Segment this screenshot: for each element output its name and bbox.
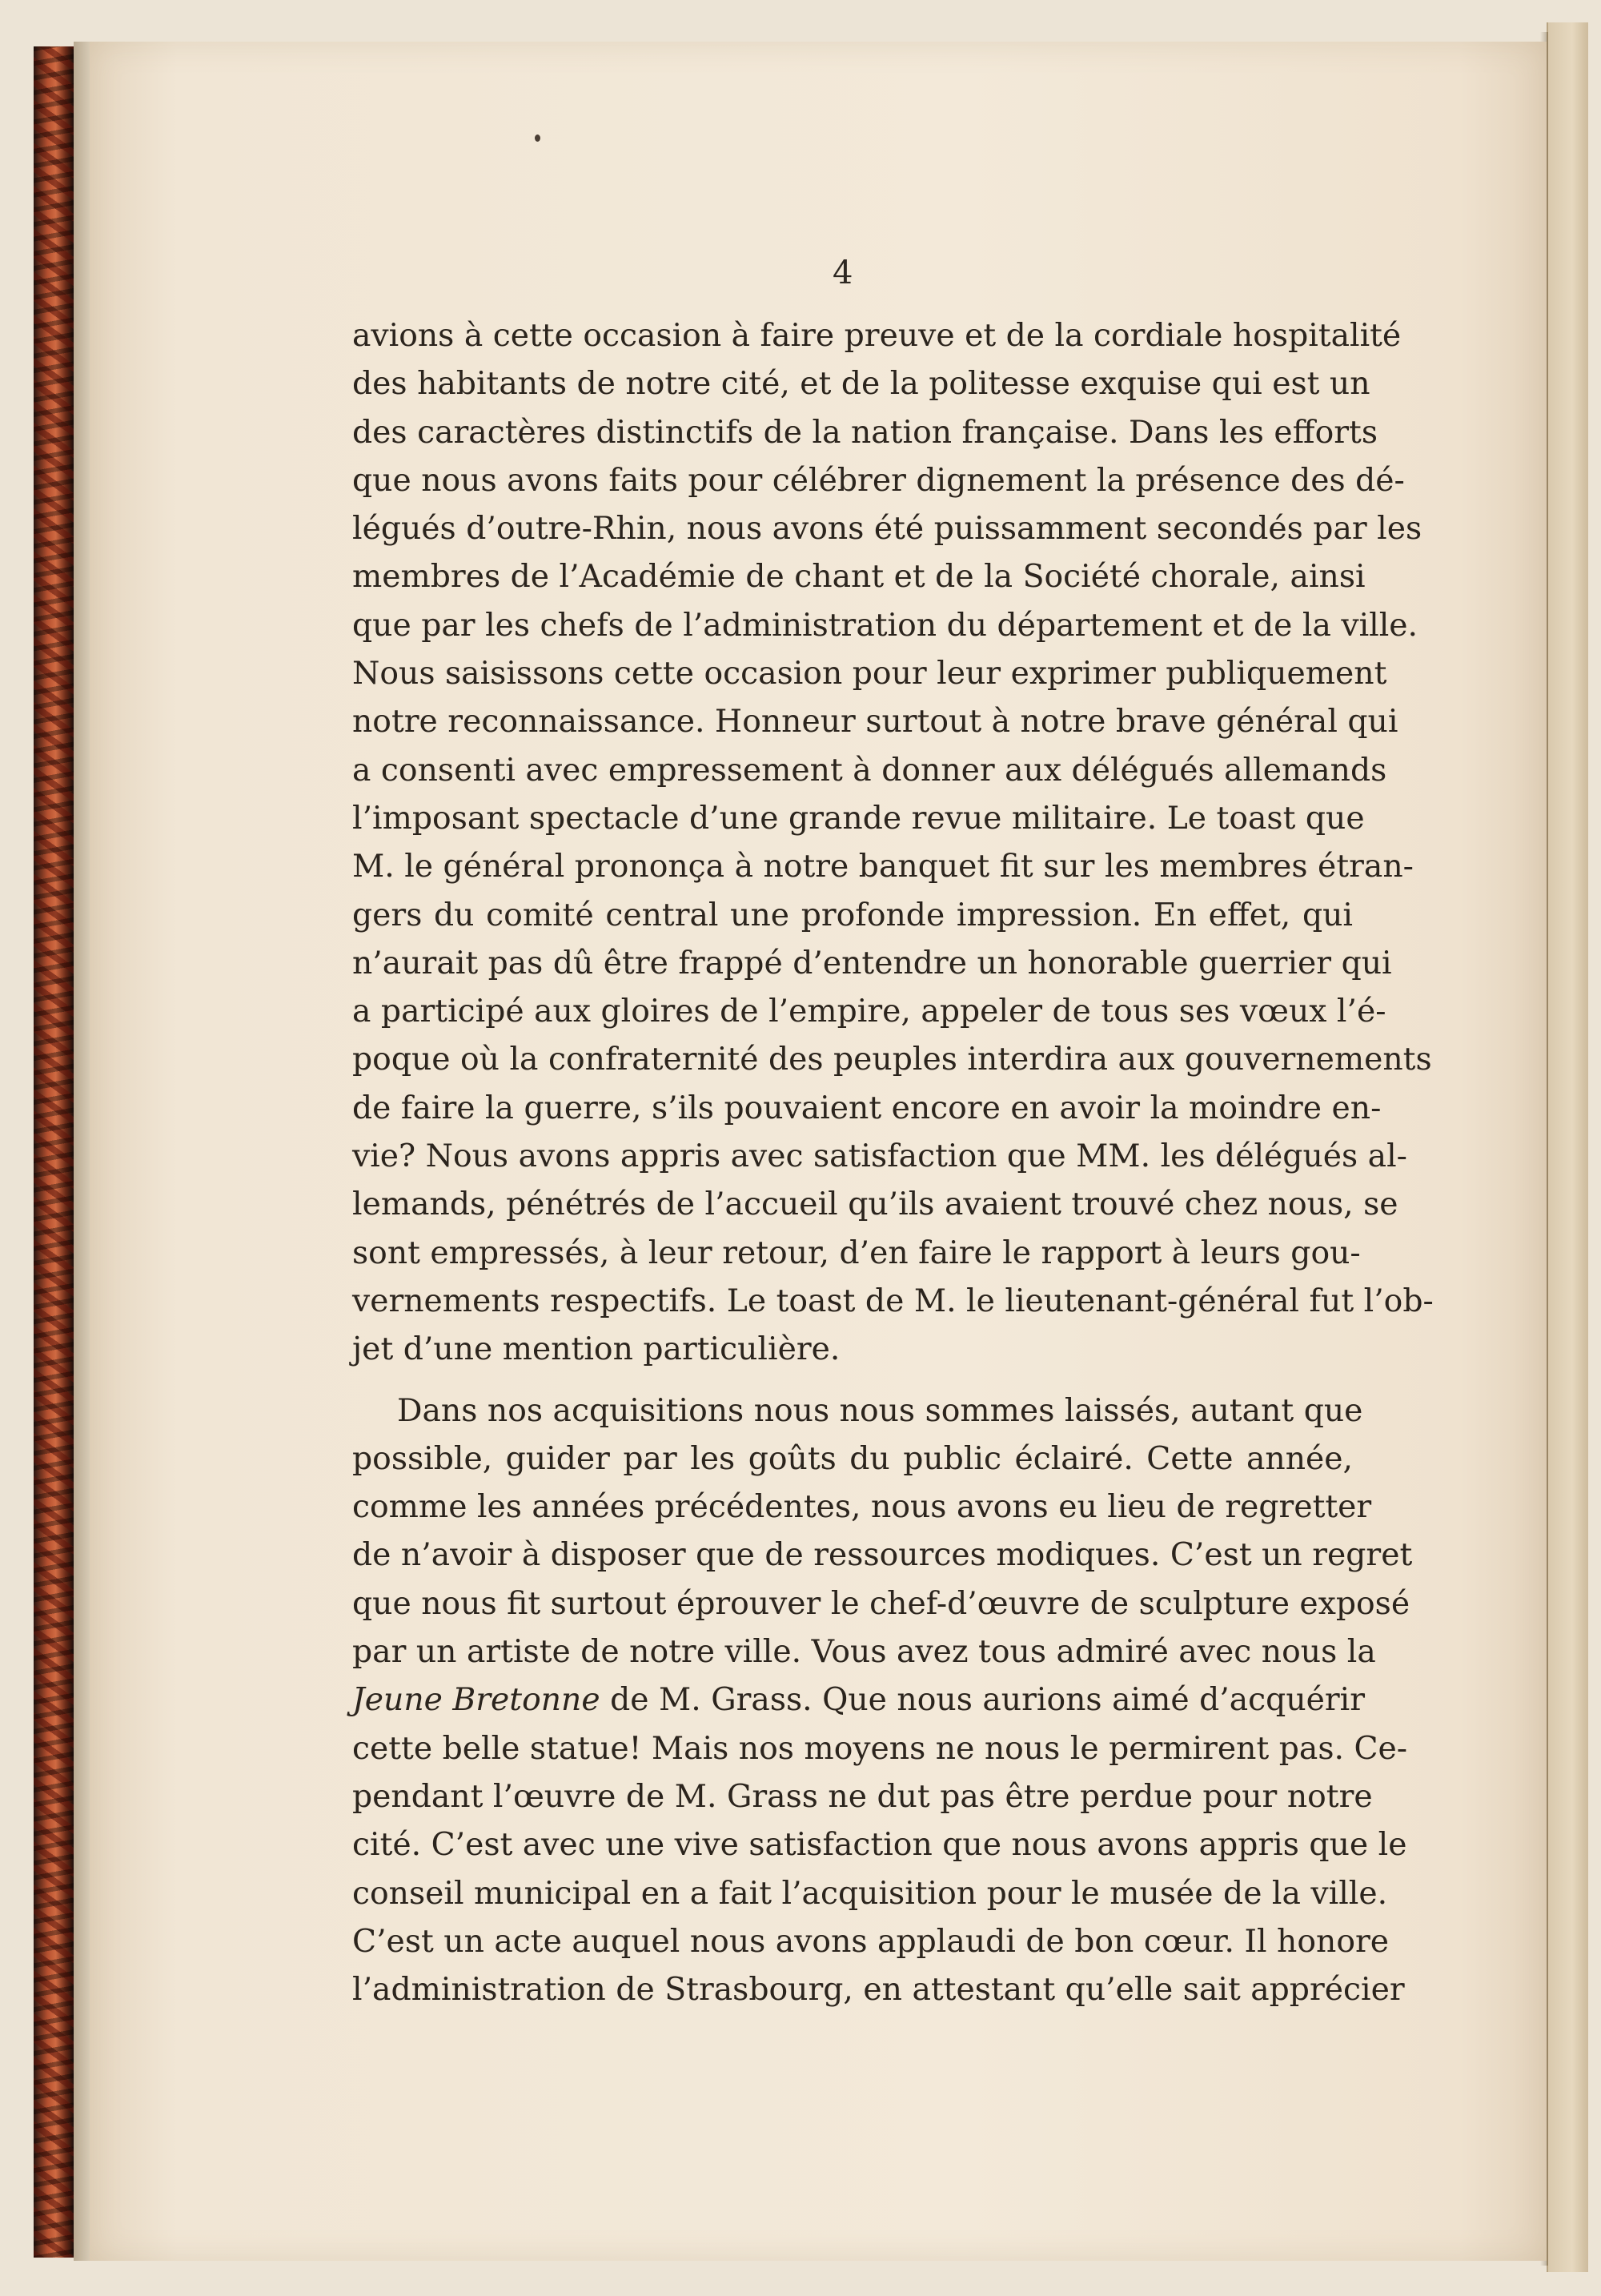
text-fragment: de M. Grass. Que nous aurions aimé d’acquérir	[600, 1682, 1366, 1719]
text-line: que nous avons faits pour célébrer dignement la présence des dé-	[352, 462, 1405, 499]
paragraph-gap	[352, 1375, 1353, 1387]
text-line: cité. C’est avec une vive satisfaction que nous avons appris que le	[352, 1827, 1407, 1864]
text-line: n’aurait pas dû être frappé d’entendre un honorable guerrier qui	[352, 945, 1392, 981]
text-line: Nous saisissons cette occasion pour leur exprimer publiquement	[352, 656, 1387, 692]
text-line: M. le général prononça à notre banquet fit sur les membres étran-	[352, 849, 1414, 885]
text-line: des caractères distinctifs de la nation française. Dans les efforts	[352, 414, 1378, 451]
text-line: poque où la confraternité des peuples interdira aux gouvernements	[352, 1042, 1432, 1078]
marbled-book-spine	[34, 46, 74, 2258]
adjacent-page-edge	[1547, 22, 1588, 2272]
text-line: pendant l’œuvre de M. Grass ne dut pas être perdue pour notre	[352, 1778, 1373, 1815]
text-line: sont empressés, à leur retour, d’en faire le rapport à leurs gou-	[352, 1234, 1361, 1271]
ink-speck	[535, 134, 540, 142]
artwork-title: Jeune Bretonne	[352, 1682, 600, 1719]
text-line: lemands, pénétrés de l’accueil qu’ils avaient trouvé chez nous, se	[352, 1186, 1398, 1223]
text-line: avions à cette occasion à faire preuve et de la cordiale hospitalité	[352, 318, 1402, 354]
text-line: cette belle statue! Mais nos moyens ne nous le permirent pas. Ce-	[352, 1730, 1408, 1767]
text-line: légués d’outre-Rhin, nous avons été puissamment secondés par les	[352, 511, 1422, 548]
text-line: a participé aux gloires de l’empire, appeler de tous ses vœux l’é-	[352, 993, 1386, 1030]
body-text	[352, 312, 1434, 2014]
text-line: gers du comité central une profonde impression. En effet, qui	[352, 897, 1353, 933]
text-line: de n’avoir à disposer que de ressources modiques. C’est un regret	[352, 1537, 1413, 1574]
paragraph-2	[352, 1387, 1413, 2015]
text-line: a consenti avec empressement à donner aux délégués allemands	[352, 752, 1387, 789]
text-line: par un artiste de notre ville. Vous avez tous admiré avec nous la	[352, 1634, 1376, 1671]
text-line: de faire la guerre, s’ils pouvaient encore en avoir la moindre en-	[352, 1090, 1382, 1126]
text-line: vie? Nous avons appris avec satisfaction que MM. les délégués al-	[352, 1138, 1407, 1175]
text-line: que nous fit surtout éprouver le chef-d’œuvre de sculpture exposé	[352, 1585, 1410, 1622]
text-line: des habitants de notre cité, et de la politesse exquise qui est un	[352, 366, 1370, 403]
text-line: Dans nos acquisitions nous nous sommes laissés, autant que	[397, 1392, 1363, 1429]
text-line: possible, guider par les goûts du public éclairé. Cette année,	[352, 1440, 1353, 1477]
text-line: que par les chefs de l’administration du département et de la ville.	[352, 607, 1418, 644]
page-number: 4	[833, 255, 853, 291]
page-gutter	[74, 42, 91, 2261]
text-line: jet d’une mention particulière.	[352, 1331, 841, 1368]
text-line: comme les années précédentes, nous avons eu lieu de regretter	[352, 1489, 1372, 1526]
text-line: membres de l’Académie de chant et de la Société chorale, ainsi	[352, 559, 1366, 596]
text-line: C’est un acte auquel nous avons applaudi de bon cœur. Il honore	[352, 1923, 1390, 1960]
text-line: l’administration de Strasbourg, en attestant qu’elle sait apprécier	[352, 1972, 1405, 2009]
text-line: l’imposant spectacle d’une grande revue militaire. Le toast que	[352, 800, 1365, 837]
text-line: vernements respectifs. Le toast de M. le lieutenant-général fut l’ob-	[352, 1282, 1434, 1319]
text-line: notre reconnaissance. Honneur surtout à notre brave général qui	[352, 704, 1398, 741]
text-line: conseil municipal en a fait l’acquisition pour le musée de la ville.	[352, 1875, 1388, 1912]
text-line	[352, 1676, 1366, 1724]
paragraph-1	[352, 312, 1434, 1375]
